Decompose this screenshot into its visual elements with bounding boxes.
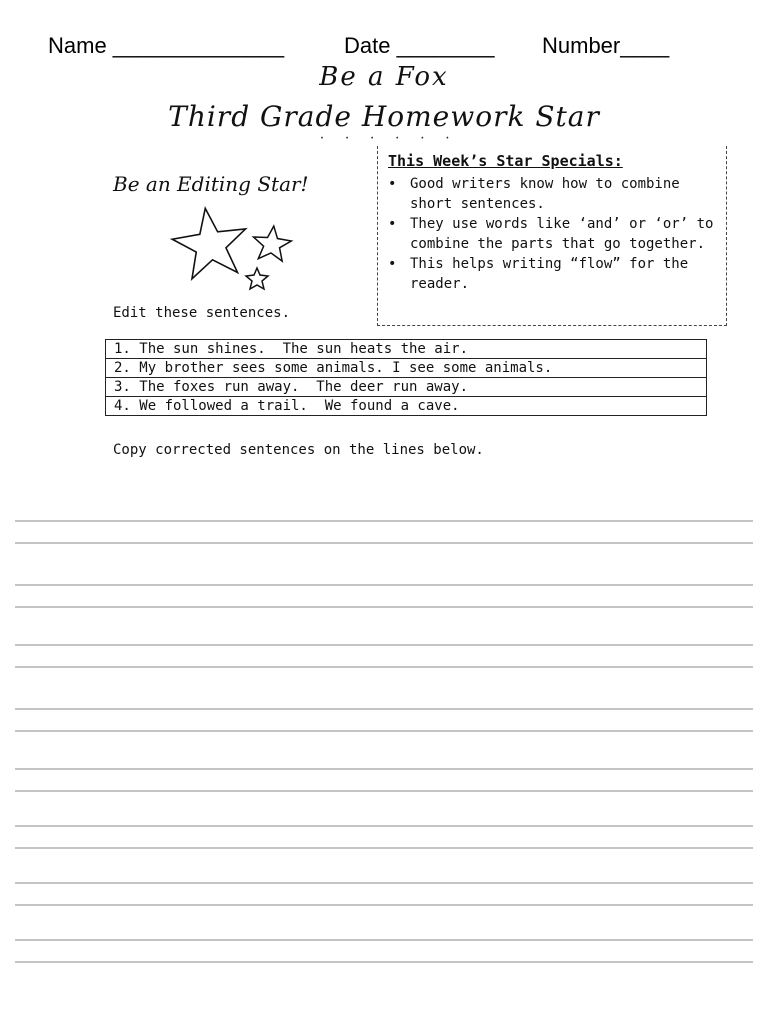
star-icon [251,224,292,262]
edit-instruction: Edit these sentences. [113,305,291,321]
date-field-label: Date ________ [344,33,495,58]
sentence-cell: 4. We followed a trail. We found a cave. [106,397,707,416]
name-field-label: Name ______________ [48,33,285,58]
star-specials-box [377,146,727,326]
table-row [106,359,707,378]
sentence-cell: 3. The foxes run away. The deer run away. [106,378,707,397]
title-be-a-fox: Be a Fox [319,62,449,92]
star-icon [246,268,268,289]
title-homework-star: Third Grade Homework Star [168,100,600,133]
sentences-table [105,339,707,416]
specials-title: This Week’s Star Specials: [388,152,623,170]
table-row [106,340,707,359]
specials-bullet-list [386,174,721,294]
specials-bullet: • Good writers know how to combine short sentences. [388,176,680,212]
specials-bullet: • They use words like ‘and’ or ‘or’ to combine the parts that go together. [388,216,714,252]
table-row [106,378,707,397]
sentence-cell: 1. The sun shines. The sun heats the air. [106,340,707,359]
number-field-label: Number____ [542,33,670,58]
sentence-cell: 2. My brother sees some animals. I see some animals. [106,359,707,378]
star-icon [169,203,252,281]
stars-illustration [170,200,310,300]
copy-instruction: Copy corrected sentences on the lines below. [113,442,484,458]
header-row [48,33,728,63]
specials-bullet: • This helps writing “flow” for the reader. [388,256,689,292]
table-row [106,397,707,416]
clipped-subtitle-fragment: ˙ ˙ ˙ ˙ ˙ ˙ [318,134,458,153]
editing-star-heading: Be an Editing Star! [113,172,309,196]
